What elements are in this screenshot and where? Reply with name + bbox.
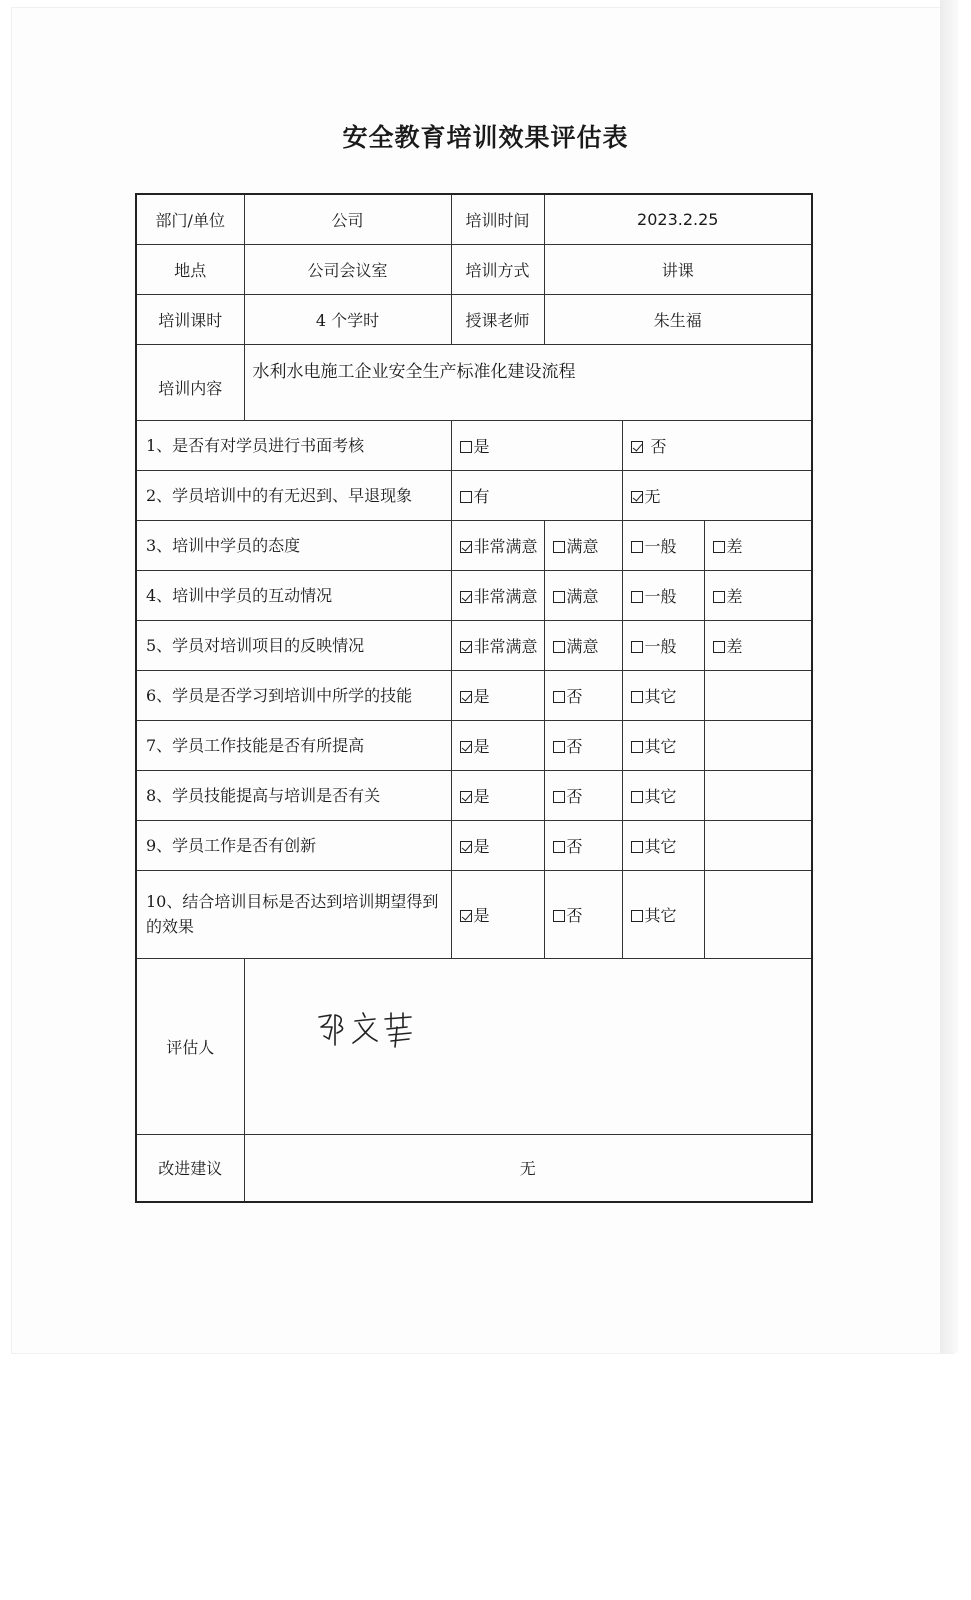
option-cell (451, 520, 544, 570)
hours-label: 培训课时 (136, 294, 244, 344)
question-rows (136, 420, 812, 958)
handwritten-signature (315, 1005, 425, 1055)
option-label: 非常满意 (473, 636, 538, 656)
question-row (136, 420, 812, 470)
option-label: 是 (473, 436, 490, 456)
paper-edge-shadow (940, 0, 958, 1353)
dept-value: 公司 (244, 194, 451, 244)
checkbox-icon[interactable] (631, 591, 643, 603)
option-label: 是 (473, 786, 490, 806)
time-value: 2023.2.25 (544, 194, 812, 244)
checked-checkbox-icon[interactable] (460, 691, 472, 703)
hours-value: 4 个学时 (244, 294, 451, 344)
option-label: 其它 (644, 686, 677, 706)
checkbox-icon[interactable] (631, 691, 643, 703)
header-row-content (136, 344, 812, 420)
suggestion-label: 改进建议 (136, 1134, 244, 1202)
checkbox-icon[interactable] (553, 741, 565, 753)
option-cell (451, 770, 544, 820)
option-label: 是 (473, 905, 490, 925)
option-label: 一般 (644, 586, 677, 606)
question-text: 1、是否有对学员进行书面考核 (136, 420, 451, 470)
empty-cell (704, 720, 812, 770)
option-cell (622, 620, 704, 670)
checkbox-icon[interactable] (553, 910, 565, 922)
question-text: 6、学员是否学习到培训中所学的技能 (136, 670, 451, 720)
question-text: 7、学员工作技能是否有所提高 (136, 720, 451, 770)
question-row (136, 720, 812, 770)
dept-label: 部门/单位 (136, 194, 244, 244)
form-title: 安全教育培训效果评估表 (342, 123, 629, 152)
option-label: 一般 (644, 536, 677, 556)
option-label: 非常满意 (473, 536, 538, 556)
option-cell (451, 470, 622, 520)
option-label: 否 (566, 905, 583, 925)
checked-checkbox-icon[interactable] (460, 641, 472, 653)
empty-cell (704, 670, 812, 720)
option-cell (544, 820, 622, 870)
checkbox-icon[interactable] (631, 791, 643, 803)
option-label: 否 (566, 686, 583, 706)
question-row (136, 870, 812, 958)
option-cell (622, 720, 704, 770)
option-label: 有 (473, 486, 490, 506)
option-cell (544, 670, 622, 720)
checkbox-icon[interactable] (631, 841, 643, 853)
checked-checkbox-icon[interactable] (460, 541, 472, 553)
option-cell (704, 620, 812, 670)
checkbox-icon[interactable] (631, 741, 643, 753)
option-cell (451, 870, 544, 958)
checkbox-icon[interactable] (631, 910, 643, 922)
checkbox-icon[interactable] (713, 591, 725, 603)
option-cell (544, 870, 622, 958)
checkbox-icon[interactable] (553, 591, 565, 603)
checkbox-icon[interactable] (553, 641, 565, 653)
option-cell (451, 720, 544, 770)
question-row (136, 820, 812, 870)
question-text: 4、培训中学员的互动情况 (136, 570, 451, 620)
question-row (136, 770, 812, 820)
question-row (136, 520, 812, 570)
option-cell (704, 570, 812, 620)
option-cell (544, 620, 622, 670)
option-label: 是 (473, 736, 490, 756)
option-cell (451, 620, 544, 670)
option-label: 其它 (644, 836, 677, 856)
checked-checkbox-icon[interactable] (631, 491, 643, 503)
checkbox-icon[interactable] (553, 691, 565, 703)
checkbox-icon[interactable] (553, 541, 565, 553)
empty-cell (704, 820, 812, 870)
option-label: 满意 (566, 636, 599, 656)
option-label: 其它 (644, 736, 677, 756)
empty-cell (704, 770, 812, 820)
option-cell (622, 570, 704, 620)
option-cell (622, 820, 704, 870)
option-cell (544, 770, 622, 820)
option-cell (622, 770, 704, 820)
checkbox-icon[interactable] (713, 641, 725, 653)
option-label: 非常满意 (473, 586, 538, 606)
place-label: 地点 (136, 244, 244, 294)
option-label: 是 (473, 686, 490, 706)
checkbox-icon[interactable] (460, 441, 472, 453)
content-value: 水利水电施工企业安全生产标准化建设流程 (244, 344, 812, 420)
question-text: 9、学员工作是否有创新 (136, 820, 451, 870)
option-cell (622, 520, 704, 570)
option-label: 其它 (644, 786, 677, 806)
checked-checkbox-icon[interactable] (460, 741, 472, 753)
empty-cell (704, 870, 812, 958)
option-label: 差 (726, 586, 743, 606)
checked-checkbox-icon[interactable] (460, 591, 472, 603)
teacher-value: 朱生福 (544, 294, 812, 344)
checked-checkbox-icon[interactable] (460, 841, 472, 853)
evaluator-label: 评估人 (136, 958, 244, 1134)
question-text: 10、结合培训目标是否达到培训期望得到的效果 (136, 870, 451, 958)
option-cell (451, 420, 622, 470)
option-cell (622, 670, 704, 720)
option-label: 否 (650, 436, 667, 456)
question-row (136, 570, 812, 620)
question-text: 2、学员培训中的有无迟到、早退现象 (136, 470, 451, 520)
teacher-label: 授课老师 (451, 294, 544, 344)
suggestion-row (136, 1134, 812, 1202)
question-text: 5、学员对培训项目的反映情况 (136, 620, 451, 670)
option-label: 差 (726, 636, 743, 656)
checked-checkbox-icon[interactable] (460, 910, 472, 922)
option-label: 差 (726, 536, 743, 556)
option-cell (622, 470, 812, 520)
option-label: 否 (566, 736, 583, 756)
option-label: 是 (473, 836, 490, 856)
content-label: 培训内容 (136, 344, 244, 420)
checkbox-icon[interactable] (713, 541, 725, 553)
option-cell (544, 570, 622, 620)
question-row (136, 670, 812, 720)
option-label: 其它 (644, 905, 677, 925)
checkbox-icon[interactable] (460, 491, 472, 503)
checked-checkbox-icon[interactable] (631, 441, 643, 453)
option-cell (704, 520, 812, 570)
question-row (136, 470, 812, 520)
evaluator-row (136, 958, 812, 1134)
option-cell (451, 820, 544, 870)
evaluation-form-table (135, 193, 813, 1203)
header-row-place (136, 244, 812, 294)
option-cell (622, 420, 812, 470)
option-cell (622, 870, 704, 958)
method-value: 讲课 (544, 244, 812, 294)
header-row-hours (136, 294, 812, 344)
suggestion-value: 无 (244, 1134, 812, 1202)
checked-checkbox-icon[interactable] (460, 791, 472, 803)
method-label: 培训方式 (451, 244, 544, 294)
option-label: 否 (566, 786, 583, 806)
option-label: 否 (566, 836, 583, 856)
option-cell (544, 520, 622, 570)
question-text: 3、培训中学员的态度 (136, 520, 451, 570)
checkbox-icon[interactable] (553, 841, 565, 853)
option-label: 满意 (566, 586, 599, 606)
question-row (136, 620, 812, 670)
option-label: 无 (644, 486, 661, 506)
option-label: 满意 (566, 536, 599, 556)
option-cell (451, 670, 544, 720)
place-value: 公司会议室 (244, 244, 451, 294)
option-label: 一般 (644, 636, 677, 656)
checkbox-icon[interactable] (553, 791, 565, 803)
question-text: 8、学员技能提高与培训是否有关 (136, 770, 451, 820)
option-cell (451, 570, 544, 620)
option-cell (544, 720, 622, 770)
checkbox-icon[interactable] (631, 641, 643, 653)
header-row-dept (136, 194, 812, 244)
time-label: 培训时间 (451, 194, 544, 244)
checkbox-icon[interactable] (631, 541, 643, 553)
